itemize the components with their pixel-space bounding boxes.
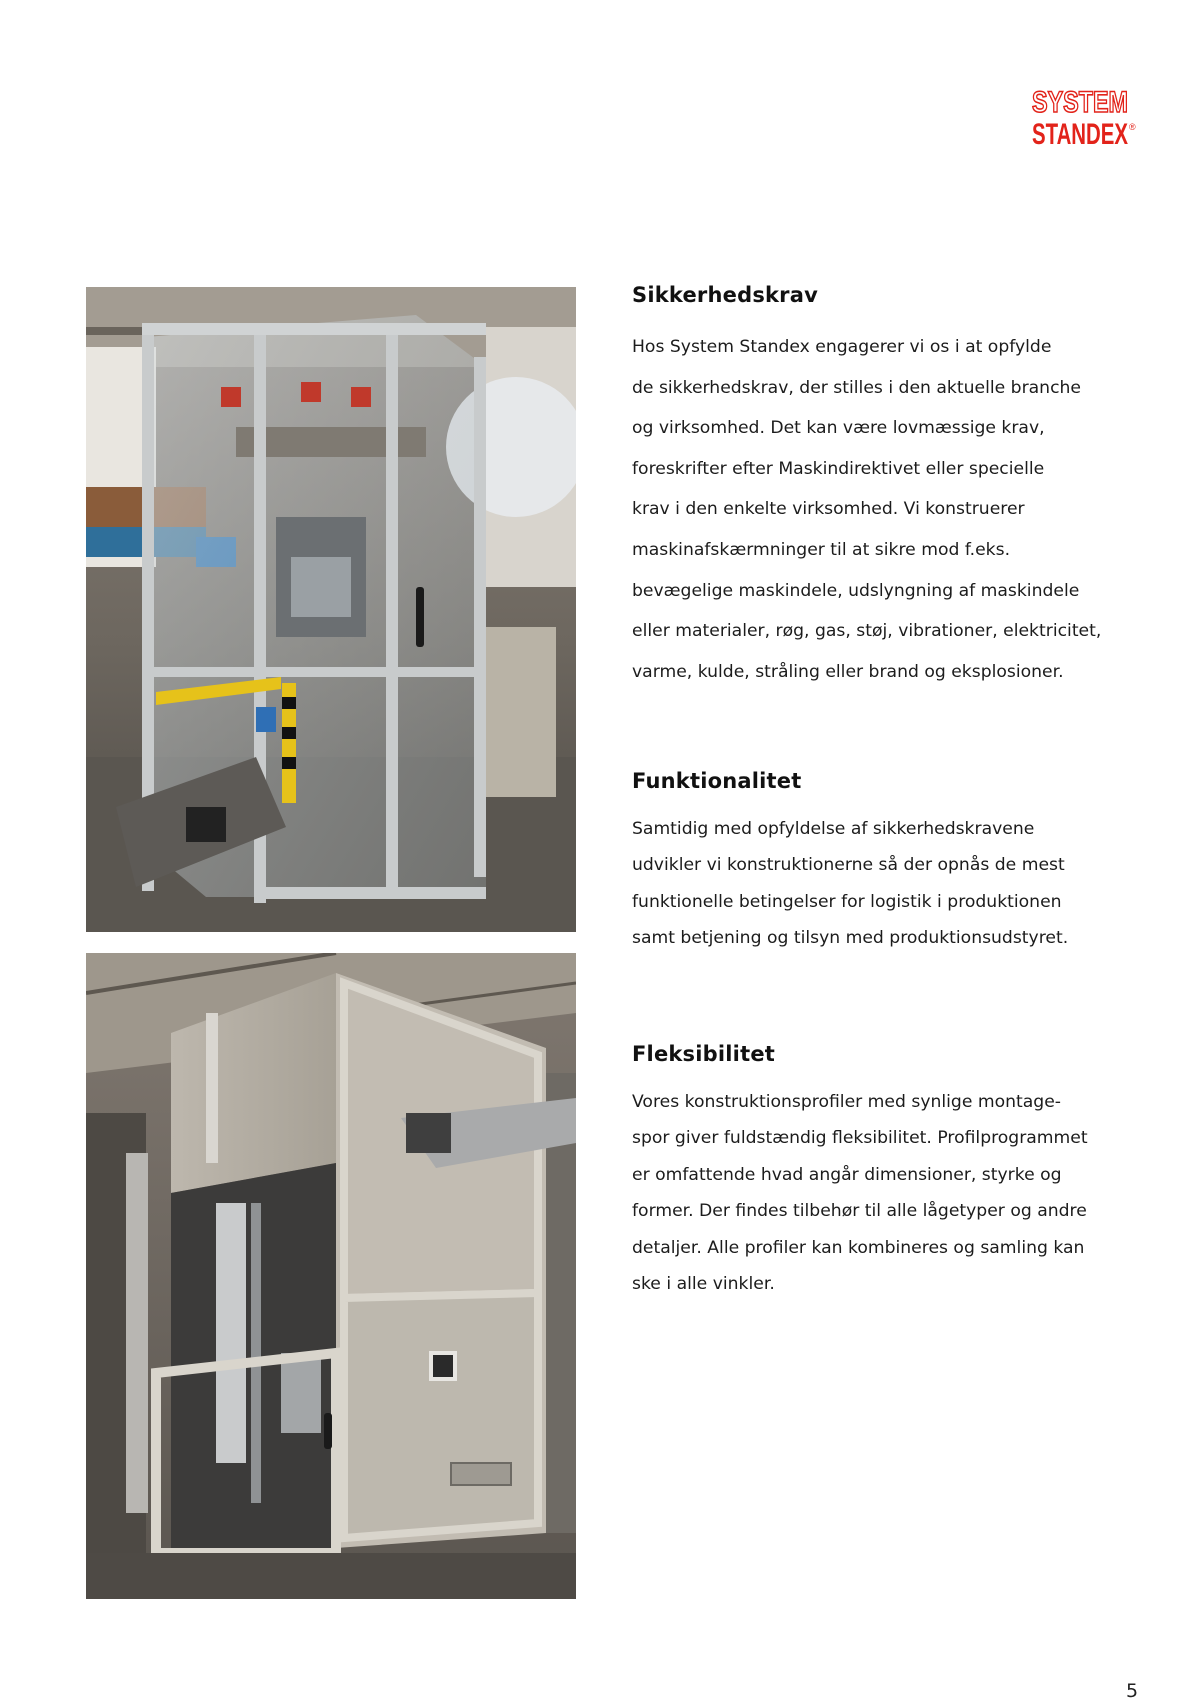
body-line: varme, kulde, stråling eller brand og eksplosioner.	[632, 661, 1064, 682]
body-line: Samtidig med opfyldelse af sikkerhedskravene	[632, 819, 1035, 839]
body-line: udvikler vi konstruktionerne så der opnås de mest	[632, 855, 1065, 876]
body-line: spor giver fuldstændig fleksibilitet. Profilprogrammet	[632, 1128, 1088, 1149]
body-line: og virksomhed. Det kan være lovmæssige krav,	[632, 418, 1045, 439]
body-line: foreskrifter efter Maskindirektivet eller specielle	[632, 458, 1045, 479]
body-line: krav i den enkelte virksomhed. Vi konstruerer	[632, 499, 1025, 520]
section-funktionalitet	[632, 769, 1122, 957]
logo-line1: SYSTEM	[1032, 86, 1128, 119]
body-line: er omfattende hvad angår dimensioner, styrke og	[632, 1164, 1062, 1185]
body-line: samt betjening og tilsyn med produktionsudstyret.	[632, 928, 1069, 949]
body-line: eller materialer, røg, gas, støj, vibrationer, elektricitet,	[632, 621, 1102, 642]
section-body	[632, 811, 1122, 957]
enclosed-machine-photo-2	[86, 953, 576, 1599]
logo-line2: STANDEX	[1032, 118, 1128, 148]
body-line: funktionelle betingelser for logistik i produktionen	[632, 891, 1062, 912]
enclosed-machine-photo-1	[86, 287, 576, 932]
body-line: detaljer. Alle profiler kan kombineres og samling kan	[632, 1237, 1085, 1258]
body-line: bevægelige maskindele, udslyngning af maskindele	[632, 580, 1080, 601]
body-line: Vores konstruktionsprofiler med synlige montage-	[632, 1092, 1061, 1112]
section-body	[632, 327, 1122, 692]
body-line: ske i alle vinkler.	[632, 1274, 775, 1295]
body-line: maskinafskærmninger til at sikre mod f.eks.	[632, 539, 1011, 560]
system-standex-logo	[1030, 82, 1138, 148]
section-title: Sikkerhedskrav	[632, 283, 818, 307]
section-fleksibilitet	[632, 1042, 1122, 1302]
body-line: Hos System Standex engagerer vi os i at opfylde	[632, 337, 1052, 357]
logo-graphic	[1030, 82, 1138, 148]
body-line: former. Der findes tilbehør til alle lågetyper og andre	[632, 1201, 1087, 1222]
section-sikkerhedskrav	[632, 283, 1122, 692]
section-title: Fleksibilitet	[632, 1042, 775, 1066]
body-line: de sikkerhedskrav, der stilles i den aktuelle branche	[632, 377, 1081, 398]
section-title: Funktionalitet	[632, 769, 802, 793]
registered-mark: ®	[1129, 122, 1136, 132]
section-body	[632, 1084, 1122, 1302]
page-number: 5	[1126, 1680, 1139, 1702]
